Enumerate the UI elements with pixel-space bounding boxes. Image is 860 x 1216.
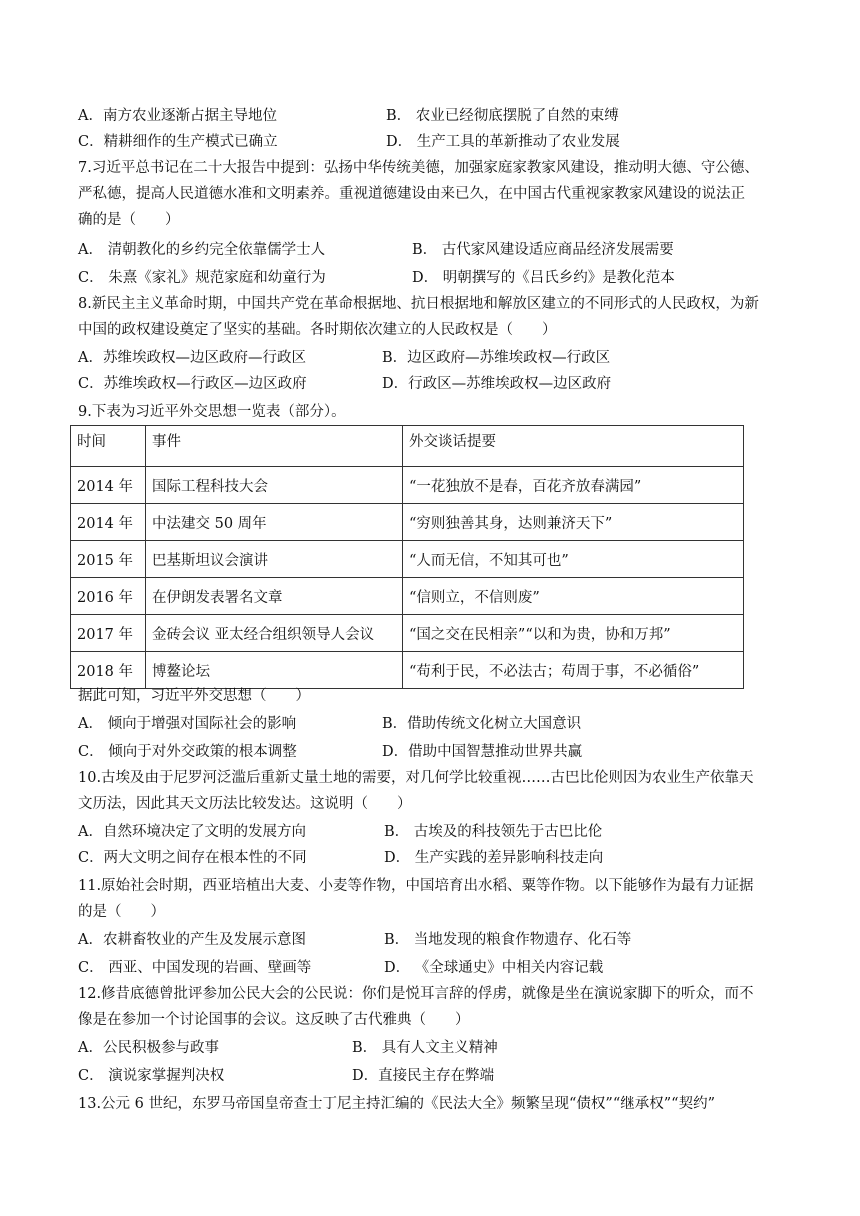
cell-event: 国际工程科技大会 [146,467,403,504]
q6-option-d[interactable]: D． 生产工具的革新推动了农业发展 [386,134,620,150]
q6-option-b[interactable]: B． 农业已经彻底摆脱了自然的束缚 [386,108,619,124]
q7-option-d[interactable]: D． 明朝撰写的《吕氏乡约》是教化范本 [412,270,675,286]
cell-time: 2018 年 [71,652,146,689]
cell-time: 2017 年 [71,615,146,652]
q10-option-a[interactable]: A．自然环境决定了文明的发展方向 [78,824,306,840]
table-row [71,615,744,652]
q12-option-c[interactable]: C． 演说家掌握判决权 [78,1068,225,1084]
q6-option-c[interactable]: C．精耕细作的生产模式已确立 [78,134,278,150]
q10-stem-line: 文历法，因此其天文历法比较发达。这说明（ ） [78,796,412,812]
q7-option-b[interactable]: B． 古代家风建设适应商品经济发展需要 [412,242,674,258]
q11-option-c[interactable]: C． 西亚、中国发现的岩画、壁画等 [78,960,312,976]
table-header-row [71,426,744,467]
q13-stem-line: 13.公元 6 世纪，东罗马帝国皇帝查士丁尼主持汇编的《民法大全》频繁呈现“债权”“继承权”“契约” [78,1096,715,1112]
q8-option-d[interactable]: D．行政区—苏维埃政权—边区政府 [382,376,612,392]
cell-remarks: “一花独放不是春，百花齐放春满园” [403,467,744,504]
cell-event: 金砖会议 亚太经合组织领导人会议 [146,615,403,652]
q8-option-b[interactable]: B．边区政府—苏维埃政权—行政区 [382,350,611,366]
cell-remarks: “信则立，不信则废” [403,578,744,615]
cell-event: 在伊朗发表署名文章 [146,578,403,615]
q7-stem-line: 确的是（ ） [78,212,180,228]
table-row [71,504,744,541]
q7-option-a[interactable]: A． 清朝教化的乡约完全依靠儒学士人 [78,242,326,258]
q7-stem-line: 严私德，提高人民道德水准和文明素养。重视道德建设由来已久，在中国古代重视家教家风建设的说法正 [78,186,745,202]
diplomacy-table [70,425,744,689]
table-row [71,578,744,615]
q9-option-b[interactable]: B．借助传统文化树立大国意识 [382,716,582,732]
cell-remarks: “人而无信，不知其可也” [403,541,744,578]
q10-option-b[interactable]: B． 古埃及的科技领先于古巴比伦 [384,824,603,840]
q7-stem-line: 7.习近平总书记在二十大报告中提到：弘扬中华传统美德，加强家庭家教家风建设，推动明大德、守公德、 [78,160,759,176]
cell-time: 2016 年 [71,578,146,615]
cell-remarks: “苟利于民，不必法古；苟周于事，不必循俗” [403,652,744,689]
cell-time: 2014 年 [71,504,146,541]
header-remarks: 外交谈话提要 [403,426,744,467]
header-event: 事件 [146,426,403,467]
q11-option-b[interactable]: B． 当地发现的粮食作物遗存、化石等 [384,932,632,948]
q7-option-c[interactable]: C． 朱熹《家礼》规范家庭和幼童行为 [78,270,326,286]
q12-option-d[interactable]: D．直接民主存在弊端 [352,1068,495,1084]
cell-event: 中法建交 50 周年 [146,504,403,541]
cell-remarks: “国之交在民相亲”“以和为贵，协和万邦” [403,615,744,652]
q11-stem-line: 11.原始社会时期，西亚培植出大麦、小麦等作物，中国培育出水稻、粟等作物。以下能够作为最有力证据 [78,878,754,894]
q6-option-a[interactable]: A．南方农业逐渐占据主导地位 [78,108,277,124]
q11-option-a[interactable]: A．农耕畜牧业的产生及发展示意图 [78,932,306,948]
cell-time: 2015 年 [71,541,146,578]
q9-intro: 9.下表为习近平外交思想一览表（部分）。 [78,404,346,420]
cell-time: 2014 年 [71,467,146,504]
header-time: 时间 [71,426,146,467]
q11-stem-line: 的是（ ） [78,904,165,920]
q12-stem-line: 12.修昔底德曾批评参加公民大会的公民说：你们是悦耳言辞的俘虏，就像是坐在演说家脚下的听众，而不 [78,986,754,1002]
q9-option-c[interactable]: C． 倾向于对外交政策的根本调整 [78,744,297,760]
q8-stem-line: 8.新民主主义革命时期，中国共产党在革命根据地、抗日根据地和解放区建立的不同形式的人民政权，为新 [78,296,759,312]
q9-option-d[interactable]: D．借助中国智慧推动世界共赢 [382,744,583,760]
q10-option-c[interactable]: C．两大文明之间存在根本性的不同 [78,850,307,866]
q12-option-b[interactable]: B． 具有人文主义精神 [352,1040,498,1056]
q8-stem-line: 中国的政权建设奠定了坚实的基础。各时期依次建立的人民政权是（ ） [78,322,557,338]
q9-stem: 据此可知，习近平外交思想（ ） [78,688,310,704]
q8-option-a[interactable]: A．苏维埃政权—边区政府—行政区 [78,350,306,366]
q10-option-d[interactable]: D． 生产实践的差异影响科技走向 [384,850,604,866]
table-row [71,467,744,504]
table-row [71,541,744,578]
q9-option-a[interactable]: A． 倾向于增强对国际社会的影响 [78,716,297,732]
q10-stem-line: 10.古埃及由于尼罗河泛滥后重新丈量土地的需要，对几何学比较重视……古巴比伦则因为农业生产依靠天 [78,770,754,786]
q12-option-a[interactable]: A．公民积极参与政事 [78,1040,219,1056]
cell-event: 博鳌论坛 [146,652,403,689]
q11-option-d[interactable]: D． 《全球通史》中相关内容记载 [384,960,604,976]
q12-stem-line: 像是在参加一个讨论国事的会议。这反映了古代雅典（ ） [78,1012,470,1028]
q8-option-c[interactable]: C．苏维埃政权—行政区—边区政府 [78,376,307,392]
cell-remarks: “穷则独善其身，达则兼济天下” [403,504,744,541]
table-row [71,652,744,689]
cell-event: 巴基斯坦议会演讲 [146,541,403,578]
